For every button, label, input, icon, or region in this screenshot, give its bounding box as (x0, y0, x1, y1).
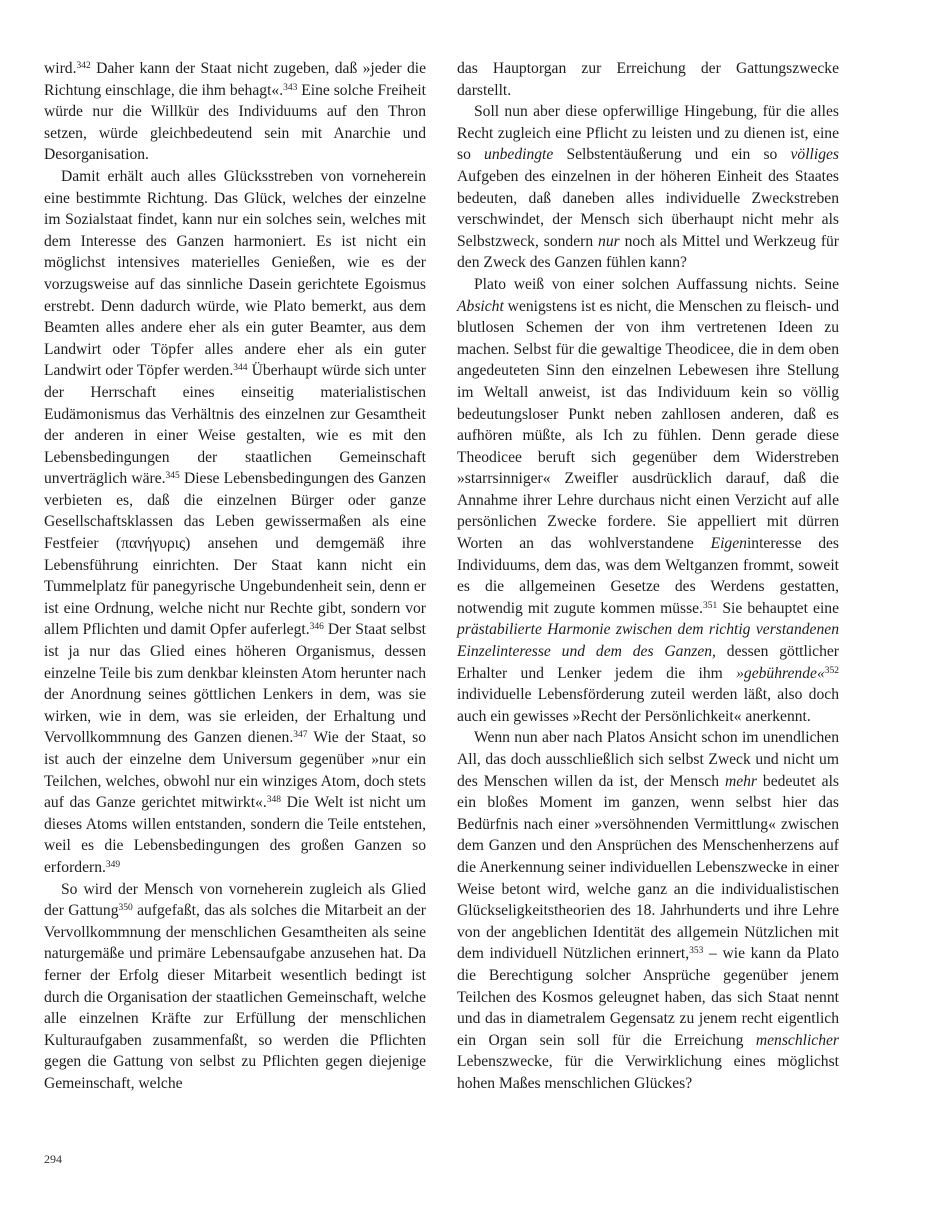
emphasis: unbedingte (484, 146, 554, 164)
footnote-ref[interactable]: 344 (233, 363, 248, 374)
footnote-ref[interactable]: 347 (293, 730, 308, 741)
footnote-ref[interactable]: 343 (283, 82, 298, 93)
footnote-ref[interactable]: 342 (76, 61, 91, 71)
emphasis: Absicht (457, 297, 504, 315)
emphasis: völliges (790, 146, 840, 164)
footnote-ref[interactable]: 352 (824, 665, 839, 676)
paragraph: das Hauptorgan zur Erreichung der Gattungszwecke darstellt. (457, 60, 839, 99)
footnote-ref[interactable]: 350 (118, 903, 133, 914)
paragraph: Plato weiß von einer solchen Auffassung nichts. Seine Absicht wenigstens ist es nicht, die Menschen zu fleisch- und blutlosen Schemen der von ihm vertretenen Ideen zu machen. Selbst für die gewaltige Theodicee, die in dem oben angedeuteten Sinn den einzelnen Lebewesen ihre Stellung im Weltall anweist, ist das Individuum kein so völlig bedeutungsloser Punkt neben zahllosen anderen, daß es aufhören müßte, als Ich zu fühlen. Denn gerade diese Theodicee beruft sich gegenüber dem Widerstreben »starrsinniger« Zweifler ausdrücklich darauf, daß die Annahme ihrer Lehre durchaus nicht einen Verzicht auf alle persönlichen Zwecke fordere. Sie appelliert mit dürren Worten an das wohlverstandene Eigeninteresse des Individuums, dem das, was dem Weltganzen frommt, soweit es die allgemeinen Gesetze des Werdens gestatten, notwendig mit zugute kommen müsse.$^{351}$ Sie behauptet eine prästabilierte Harmonie zwischen dem richtig verstandenen Einzelinteresse und dem des Ganzen, dessen göttlicher Erhalter und Lenker jedem die ihm »gebührende«$^{352}$ individuelle Lebensförderung zuteil werden läßt, also doch auch ein gewisses »Recht der Persönlichkeit« anerkennt. (457, 275, 839, 725)
emphasis: menschlicher (755, 1031, 839, 1049)
emphasis: nur (598, 232, 620, 250)
paragraph: So wird der Mensch von vorneherein zugleich als Glied der Gattung$^{350}$ aufgefaßt, das als solches die Mitarbeit an der Vervollkommnung der menschlichen Gesamtheiten als seine naturgemäße und primäre Lebensaufgabe anzusehen hat. Da ferner der Erfolg dieser Mitarbeit wesentlich bedingt ist durch die Organisation der staatlichen Gemeinschaft, welche alle einzelnen Kräfte zur Erfüllung der menschlichen Kulturaufgaben zusammenfaßt, so werden die Pflichten gegen die Gattung von selbst zu Pflichten gegen diejenige Gemeinschaft, welche (44, 880, 426, 1092)
footnote-ref[interactable]: 351 (702, 600, 718, 611)
emphasis: mehr (724, 772, 757, 790)
page-number: 294 (44, 1152, 62, 1166)
emphasis: Eigen (710, 535, 747, 553)
left-column (44, 58, 426, 1095)
paragraph: Soll nun aber diese opferwillige Hingebung, für die alles Recht zugleich eine Pflicht zu leisten und zu dienen ist, eine so unbedingte Selbstentäußerung und ein so völliges Aufgeben des einzelnen in der höheren Einheit des Staates bedeuten, daß daneben alles individuelle Zweckstreben verschwindet, der Mensch sich überhaupt nicht mehr als Selbstzweck, sondern nur noch als Mittel und Werkzeug für den Zweck des Ganzen fühlen kann? (457, 103, 840, 272)
paragraph: Damit erhält auch alles Glücksstreben von vorneherein eine bestimmte Richtung. Das Glück, welches der einzelne im Sozialstaat findet, kann nur ein solches sein, welches mit dem Interesse des Ganzen harmoniert. Es ist nicht ein möglichst intensives materielles Genießen, wie es der vorzugsweise auf das sinnliche Dasein gerichtete Egoismus erstrebt. Denn dadurch würde, wie Plato bemerkt, aus dem Beamten alles andere eher als ein guter Beamter, aus dem Landwirt oder Töpfer alles andere eher als ein guter Landwirt oder Töpfer werden.$^{344}$ Überhaupt würde sich unter der Herrschaft eines einseitig materialistischen Eudämonismus das Verhältnis des einzelnen zur Gesamtheit der anderen in einer Weise gestalten, wie es mit den Lebensbedingungen der staatlichen Gemeinschaft unverträglich wäre.$^{345}$ Diese Lebensbedingungen des Ganzen verbieten es, daß die einzelnen Bürger oder ganze Gesellschaftsklassen das Leben gewissermaßen als eine Festfeier (πανήγυρις) ansehen und demgemäß ihre Lebensführung einrichten. Der Staat kann nicht ein Tummelplatz für panegyrische Ungebundenheit sein, denn er ist eine Ordnung, welche nicht nur Rechte gibt, sondern vor allem Pflichten und damit Opfer auferlegt.$^{346}$ Der Staat selbst ist ja nur das Glied eines höheren Organismus, dessen einzelne Teile bis zum denkbar kleinsten Atom herunter nach der Anordnung seines göttlichen Lenkers in dem, was sie wirken, wie in dem, was sie erleiden, der Erhaltung und Vervollkommnung des Ganzen dienen.$^{347}$ Wie der Staat, so ist auch der einzelne dem Universum gegenüber »nur ein Teilchen, welches, obwohl nur ein winziges Atom, doch stets auf das Ganze gerichtet mitwirkt«.$^{348}$ Die Welt ist nicht um dieses Atoms willen entstanden, sondern die Teile entstehen, weil es die Lebensbedingungen des großen Ganzen so erfordern.$^{349}$ (44, 167, 426, 876)
footnote-ref[interactable]: 349 (105, 859, 121, 870)
paragraph: wird.$^{342}$ Daher kann der Staat nicht zugeben, daß »jeder die Richtung einschlage, die ihm behagt«.$^{343}$ Eine solche Freiheit würde nur die Willkür des Individuums auf den Thron setzen, würde gleichbedeutend sein mit Anarchie und Desorganisation. (44, 60, 426, 164)
paragraph: Wenn nun aber nach Platos Ansicht schon im unendlichen All, das doch ausschließlich sich selbst Zweck und nicht um des Menschen willen da ist, der Mensch mehr bedeutet als ein bloßes Moment im ganzen, wenn selbst hier das Bedürfnis nach einer »versöhnenden Vermittlung« zwischen dem Ganzen und den Ansprüchen des Menschenherzens auf die Anerkennung seiner individuellen Lebenszwecke in einer Weise betont wird, welche ganz an die individualistischen Glückseligkeitstheorien des 18. Jahrhunderts und ihre Lehre von der angeblichen Identität des allgemein Nützlichen mit dem individuell Nützlichen erinnert,$^{353}$ – wie kann da Plato die Berechtigung solcher Ansprüche gegenüber jenem Teilchen des Kosmos geleugnet haben, das sich Staat nennt und das in diametralem Gegensatz zu jenem recht eigentlich ein Organ sein soll für die Erreichung menschlicher Lebenszwecke, für die Verwirklichung eines möglichst hohen Maßes menschlichen Glückes? (457, 729, 839, 1092)
emphasis: prästabilierte Harmonie zwischen dem richtig verstandenen Einzelinteresse und dem des Ganzen, (457, 621, 839, 661)
footnote-ref[interactable]: 346 (309, 622, 324, 633)
footnote-ref[interactable]: 353 (689, 946, 704, 957)
right-column (457, 58, 839, 1095)
footnote-ref[interactable]: 345 (165, 471, 180, 482)
emphasis: »gebührende« (736, 664, 825, 682)
footnote-ref[interactable]: 348 (266, 795, 282, 806)
